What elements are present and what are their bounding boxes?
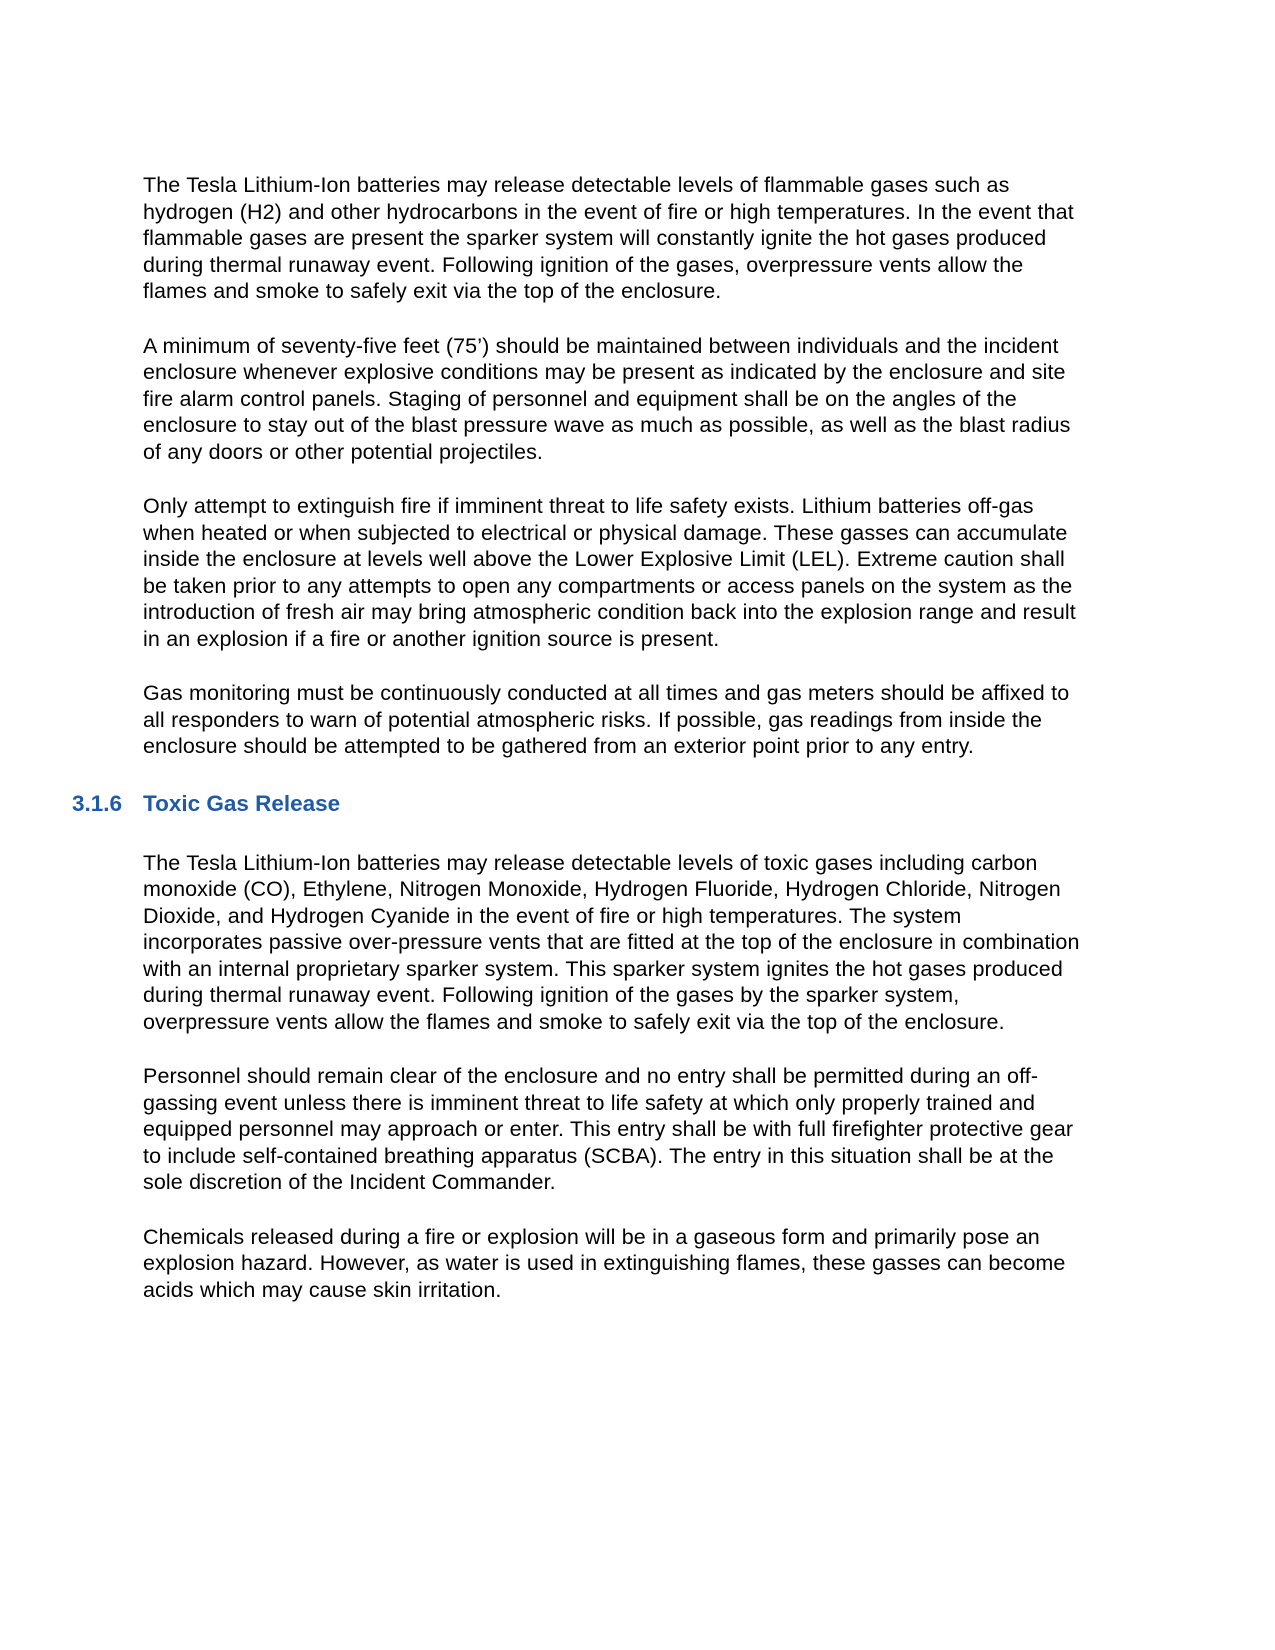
- paragraph: The Tesla Lithium-Ion batteries may release detectable levels of toxic gases including carbon monoxide (CO), Ethylene, Nitrogen Monoxide, Hydrogen Fluoride, Hydrogen Chloride, Nitrogen Dioxide, and Hydrogen Cyanide in the event of fire or high temperatures. The system incorporates passive over-pressure vents that are fitted at the top of the enclosure in combination with an internal proprietary sparker system. This sparker system ignites the hot gases produced during thermal runaway event. Following ignition of the gases by the sparker system, overpressure vents allow the flames and smoke to safely exit via the top of the enclosure.: [143, 850, 1080, 1034]
- section-title: Toxic Gas Release: [143, 790, 341, 816]
- intro-section-body: [143, 172, 1081, 760]
- paragraph: Gas monitoring must be continuously conducted at all times and gas meters should be affixed to all responders to warn of potential atmospheric risks. If possible, gas readings from inside the enclosure should be attempted to be gathered from an exterior point prior to any entry.: [143, 681, 1070, 758]
- section-number: 3.1.6: [72, 790, 123, 816]
- paragraph: Personnel should remain clear of the enclosure and no entry shall be permitted during an off-gassing event unless there is imminent threat to life safety at which only properly trained and equipped personnel may approach or enter. This entry shall be with full firefighter protective gear to include self-contained breathing apparatus (SCBA). The entry in this situation shall be at the sole discretion of the Incident Commander.: [143, 1064, 1074, 1194]
- paragraph: Chemicals released during a fire or explosion will be in a gaseous form and primarily pose an explosion hazard. However, as water is used in extinguishing flames, these gasses can become acids which may cause skin irritation.: [143, 1224, 1066, 1302]
- page-content: [72, 172, 1083, 1331]
- paragraph: Only attempt to extinguish fire if imminent threat to life safety exists. Lithium batteries off-gas when heated or when subjected to electrical or physical damage. These gasses can accumulate inside the enclosure at levels well above the Lower Explosive Limit (LEL). Extreme caution shall be taken prior to any attempts to open any compartments or access panels on the system as the introduction of fresh air may bring atmospheric condition back into the explosion range and result in an explosion if a fire or another ignition source is present.: [143, 494, 1076, 651]
- paragraph: A minimum of seventy-five feet (75’) should be maintained between individuals and the incident enclosure whenever explosive conditions may be present as indicated by the enclosure and site fire alarm control panels. Staging of personnel and equipment shall be on the angles of the enclosure to stay out of the blast pressure wave as much as possible, as well as the blast radius of any doors or other potential projectiles.: [143, 333, 1071, 464]
- section-heading: [72, 790, 1083, 817]
- toxic-gas-section-body: [143, 850, 1081, 1304]
- paragraph: The Tesla Lithium-Ion batteries may release detectable levels of flammable gases such as hydrogen (H2) and other hydrocarbons in the event of fire or high temperatures. In the event that flammable gases are present the sparker system will constantly ignite the hot gases produced during thermal runaway event. Following ignition of the gases, overpressure vents allow the flames and smoke to safely exit via the top of the enclosure.: [143, 173, 1074, 303]
